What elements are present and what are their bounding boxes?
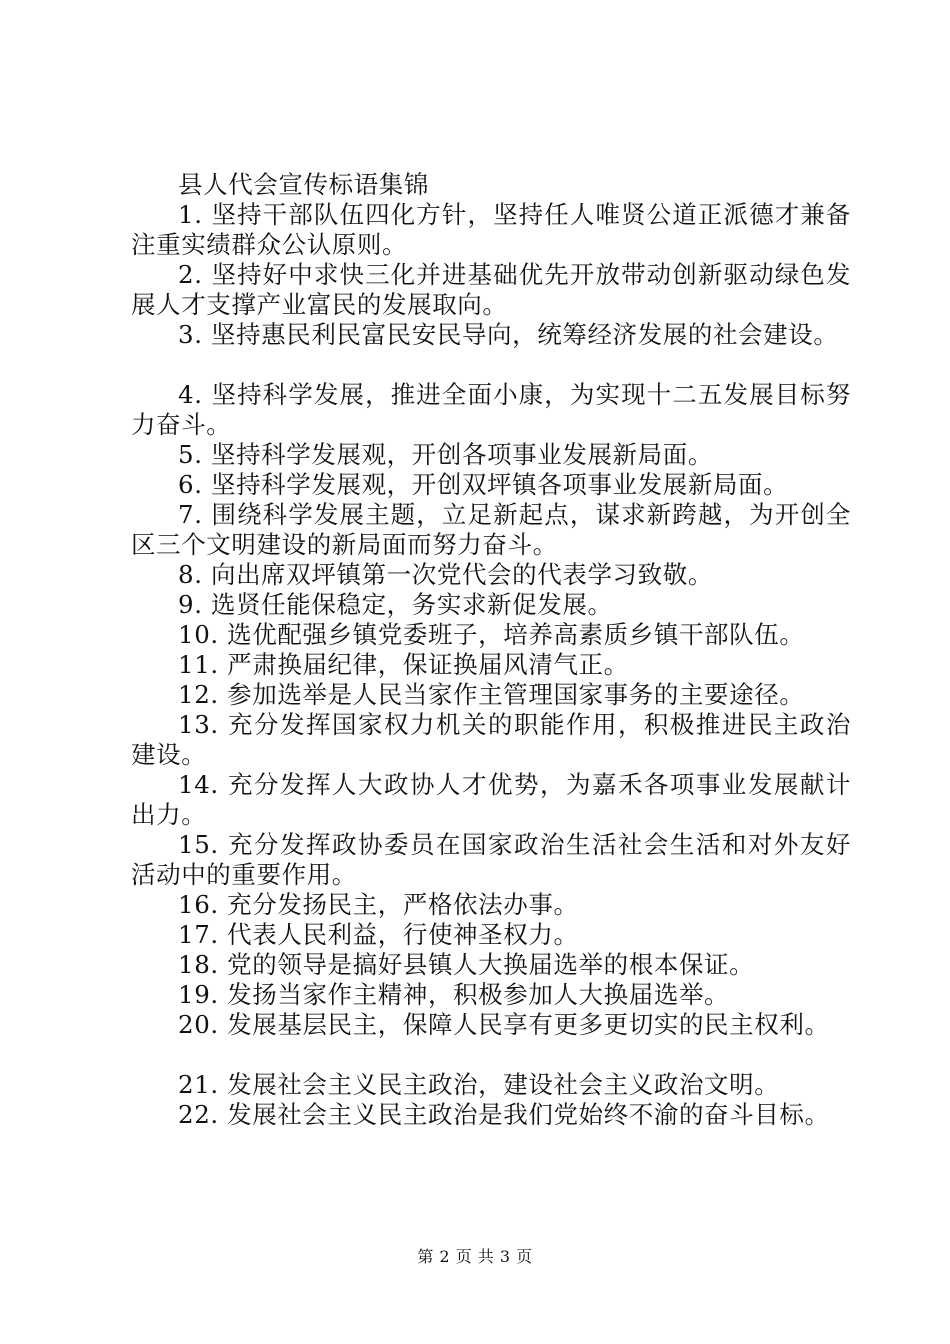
slogan-item-15: 15. 充分发挥政协委员在国家政治生活社会生活和对外友好活动中的重要作用。 [131,830,851,889]
slogan-item-22: 22. 发展社会主义民主政治是我们党始终不渝的奋斗目标。 [178,1100,830,1129]
paragraph-gap [131,1040,851,1070]
slogan-item-18: 18. 党的领导是搞好县镇人大换届选举的根本保证。 [178,950,755,979]
slogan-item-1: 1. 坚持干部队伍四化方针，坚持任人唯贤公道正派德才兼备注重实绩群众公认原则。 [131,200,851,259]
slogan-item-16: 16. 充分发扬民主，严格依法办事。 [178,890,579,919]
document-title: 县人代会宣传标语集锦 [178,170,429,199]
slogan-item-17: 17. 代表人民利益，行使神圣权力。 [178,920,579,949]
slogan-item-4: 4. 坚持科学发展，推进全面小康，为实现十二五发展目标努力奋斗。 [131,380,851,439]
slogan-item-21: 21. 发展社会主义民主政治，建设社会主义政治文明。 [178,1070,780,1099]
paragraph-gap [131,350,851,380]
slogan-item-10: 10. 选优配强乡镇党委班子，培养高素质乡镇干部队伍。 [178,620,805,649]
slogan-item-19: 19. 发扬当家作主精神，积极参加人大换届选举。 [178,980,730,1009]
slogan-item-9: 9. 选贤任能保稳定，务实求新促发展。 [178,590,613,619]
slogan-item-8: 8. 向出席双坪镇第一次党代会的代表学习致敬。 [178,560,713,589]
slogan-item-5: 5. 坚持科学发展观，开创各项事业发展新局面。 [178,440,713,469]
slogan-item-12: 12. 参加选举是人民当家作主管理国家事务的主要途径。 [178,680,805,709]
page-number-footer: 第 2 页 共 3 页 [417,1247,533,1266]
slogan-item-20: 20. 发展基层民主，保障人民享有更多更切实的民主权利。 [178,1010,830,1039]
slogan-item-11: 11. 严肃换届纪律，保证换届风清气正。 [178,650,629,679]
document-body [131,170,851,1130]
slogan-item-3: 3. 坚持惠民利民富民安民导向，统筹经济发展的社会建设。 [178,320,839,349]
slogan-item-7: 7. 围绕科学发展主题，立足新起点，谋求新跨越，为开创全区三个文明建设的新局面而努力奋斗。 [131,500,851,559]
slogan-item-13: 13. 充分发挥国家权力机关的职能作用，积极推进民主政治建设。 [131,710,851,769]
slogan-item-6: 6. 坚持科学发展观，开创双坪镇各项事业发展新局面。 [178,470,789,499]
slogan-item-2: 2. 坚持好中求快三化并进基础优先开放带动创新驱动绿色发展人才支撑产业富民的发展取向。 [131,260,851,319]
slogan-item-14: 14. 充分发挥人大政协人才优势，为嘉禾各项事业发展献计出力。 [131,770,851,829]
